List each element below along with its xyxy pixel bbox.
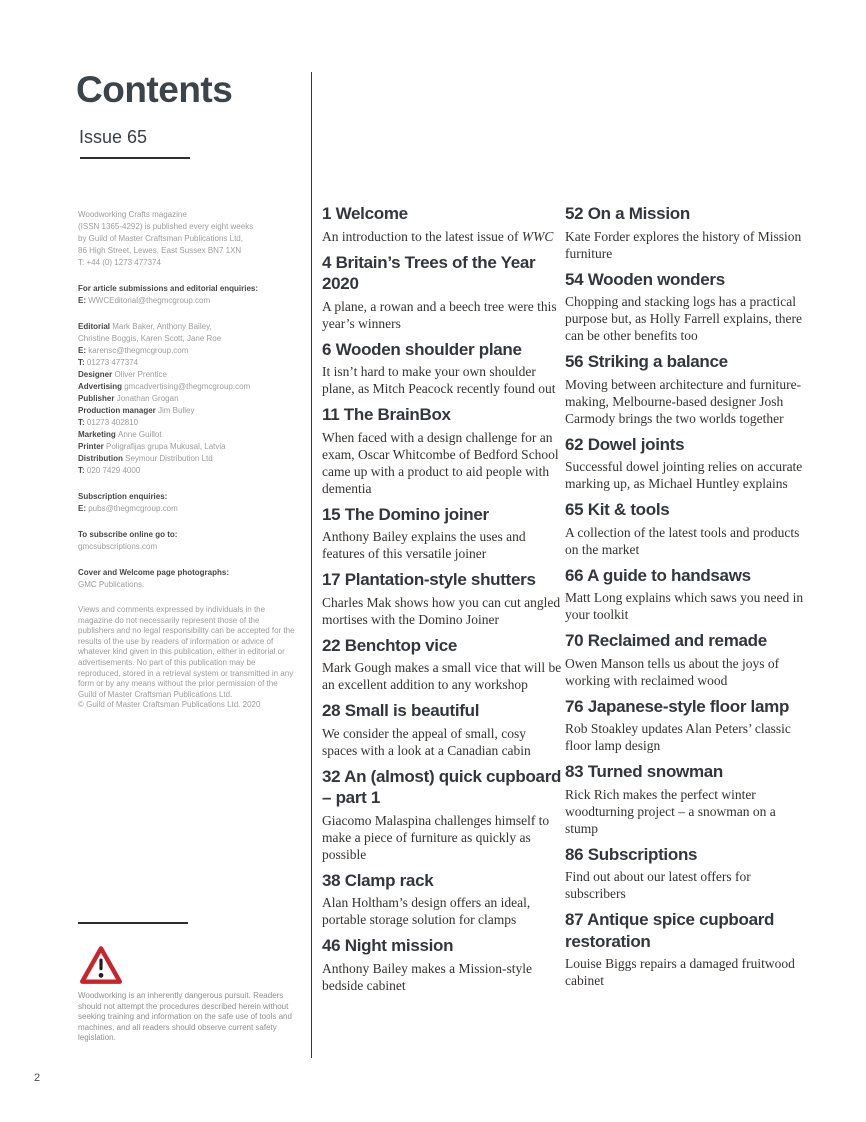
toc-entry [565, 844, 808, 903]
toc-entry-title: 76 Japanese-style floor lamp [565, 696, 790, 716]
masthead-text: 01273 402810 [86, 418, 139, 427]
masthead-text: karensc@thegmcgroup.com [88, 346, 189, 355]
masthead-text: Mark Baker, Anthony Bailey, [112, 322, 212, 331]
toc-entry-title: 11 The BrainBox [322, 405, 451, 424]
masthead-text: Seymour Distribution Ltd [125, 454, 213, 463]
toc-entry-description: Rob Stoakley updates Alan Peters’ classic floor lamp design [565, 721, 791, 753]
masthead-label: E: [78, 296, 89, 305]
toc-entry-description: Owen Manson tells us about the joys of working with reclaimed wood [565, 655, 780, 688]
toc-entry [565, 351, 808, 427]
toc-entry [565, 499, 808, 558]
toc-entry-title: 54 Wooden wonders [565, 269, 725, 289]
toc-entry-title: 62 Dowel joints [565, 434, 685, 454]
masthead-text: Poligrafijas grupa Mukusal, Latvia [106, 442, 226, 451]
masthead-line [78, 233, 296, 245]
toc-entry [565, 203, 808, 262]
masthead-line [78, 541, 296, 553]
toc-entry [322, 635, 562, 694]
masthead-text: 01273 477374 [86, 358, 139, 367]
toc-entry-title: 46 Night mission [322, 936, 454, 955]
masthead-text: Jonathan Grogan [116, 394, 179, 403]
toc-entry [565, 434, 808, 493]
masthead-text: Woodworking Crafts magazine [78, 210, 187, 219]
toc-entry [322, 700, 562, 759]
masthead-line [78, 417, 296, 429]
masthead-text: GMC Publications. [78, 580, 145, 589]
masthead-label: E: [78, 504, 89, 513]
toc-entry [322, 504, 562, 563]
toc-entry [322, 935, 562, 994]
toc-entry-description: Louise Biggs repairs a damaged fruitwood cabinet [565, 956, 795, 988]
toc-entry-description: Find out about our latest offers for subscribers [565, 869, 751, 901]
toc-entry-title: 28 Small is beautiful [322, 701, 480, 720]
masthead-block [78, 567, 296, 591]
toc-entry-title: 56 Striking a balance [565, 352, 728, 371]
toc-entry-title: 66 A guide to handsaws [565, 565, 751, 585]
toc-entry-description: Moving between architecture and furniture-making, Melbourne-based designer Josh Carmody brings the two worlds together [565, 376, 802, 426]
toc-entry-title: 38 Clamp rack [322, 870, 434, 890]
toc-entry-title: 22 Benchtop vice [322, 635, 458, 655]
masthead-line [78, 257, 296, 269]
masthead-block [78, 209, 296, 269]
toc-entry [322, 870, 562, 929]
safety-notice: Woodworking is an inherently dangerous pursuit. Readers should not attempt the procedures described herein without seeking training and information on the safe use of tools and machines, and all readers should observe current safety legislation. [78, 991, 292, 1043]
toc-entry-title: 15 The Domino joiner [322, 504, 489, 524]
masthead-line [78, 221, 296, 233]
toc-entry [565, 909, 808, 989]
warning-triangle-icon [80, 945, 122, 985]
masthead-line [78, 605, 296, 700]
toc-entry [322, 569, 562, 628]
masthead-line [78, 491, 296, 503]
toc-entry-title: 87 Antique spice cupboard restoration [565, 910, 775, 951]
toc-entry-description: Alan Holtham’s design offers an ideal, portable storage solution for clamps [322, 895, 531, 927]
masthead-block [78, 283, 296, 307]
toc-entry-description: We consider the appeal of small, cosy spaces with a look at a Canadian cabin [322, 725, 531, 758]
masthead-text: by Guild of Master Craftsman Publications Ltd, [78, 234, 243, 243]
toc-entry [565, 696, 808, 755]
masthead-text: (ISSN 1365-4292) is published every eight weeks [78, 222, 254, 231]
masthead-line [78, 567, 296, 579]
toc-entry-title: 86 Subscriptions [565, 844, 698, 864]
toc-entry-title: 65 Kit & tools [565, 500, 670, 519]
masthead-line [78, 369, 296, 381]
masthead-block [78, 529, 296, 553]
toc-entry-description-emphasis: WWC [521, 228, 554, 244]
toc-column-left [322, 203, 562, 1001]
issue-label: Issue 65 [79, 127, 148, 147]
toc-entry-title: 1 Welcome [322, 204, 408, 223]
toc-entry-title: 17 Plantation-style shutters [322, 570, 536, 589]
toc-entry-description: Anthony Bailey makes a Mission-style bedside cabinet [322, 960, 532, 993]
masthead-line [78, 393, 296, 405]
page-title: Contents [76, 69, 233, 110]
page-number: 2 [34, 1072, 41, 1084]
masthead-label: E: [78, 346, 89, 355]
masthead-text: pubs@thegmcgroup.com [88, 504, 178, 513]
toc-entry-description: Charles Mak shows how you can cut angled mortises with the Domino Joiner [322, 594, 561, 627]
masthead-line [78, 321, 296, 333]
toc-entry-description: Chopping and stacking logs has a practical purpose but, as Holly Farrell explains, there can be other benefits too [565, 294, 802, 343]
masthead-line [78, 579, 296, 591]
masthead-line [78, 245, 296, 257]
masthead-text: Jim Bulley [158, 406, 195, 415]
toc-entry-title: 83 Turned snowman [565, 762, 724, 781]
masthead-text: Anne Guillot [118, 430, 162, 439]
toc-entry-title: 4 Britain’s Trees of the Year 2020 [322, 252, 536, 293]
masthead-block [78, 491, 296, 515]
toc-entry-description: Anthony Bailey explains the uses and features of this versatile joiner [322, 529, 526, 561]
masthead-line [78, 295, 296, 307]
toc-entry [322, 203, 562, 245]
masthead-line [78, 283, 296, 295]
toc-entry [565, 761, 808, 837]
masthead-label: T: [78, 466, 87, 475]
masthead-line [78, 357, 296, 369]
toc-entry-title: 32 An (almost) quick cupboard – part 1 [322, 766, 562, 807]
toc-entry [565, 565, 808, 624]
toc-entry-description: Kate Forder explores the history of Mission furniture [565, 228, 802, 261]
masthead-text: Christine Boggis, Karen Scott, Jane Roe [78, 334, 222, 343]
toc-entry-description: An introduction to the latest issue of WWC [322, 228, 554, 244]
toc-entry-title: 70 Reclaimed and remade [565, 631, 767, 650]
masthead-line [78, 209, 296, 221]
column-divider [311, 72, 312, 1058]
masthead-label: Subscription enquiries: [78, 492, 168, 501]
masthead-label: Advertising [78, 382, 125, 391]
masthead-label: For article submissions and editorial enquiries: [78, 284, 259, 293]
masthead-label: T: [78, 358, 87, 367]
toc-entry [322, 252, 562, 332]
issue-underline [80, 157, 190, 159]
masthead-label: Distribution [78, 454, 126, 463]
toc-entry [322, 404, 562, 497]
toc-entry-description: When faced with a design challenge for an exam, Oscar Whitcombe of Bedford School came up with a product to aid people with dementia [322, 429, 559, 496]
toc-entry-description: It isn’t hard to make your own shoulder plane, as Mitch Peacock recently found out [322, 364, 556, 396]
masthead-label: To subscribe online go to: [78, 530, 178, 539]
masthead-line [78, 441, 296, 453]
toc-entry-title: 52 On a Mission [565, 204, 690, 223]
toc-entry-description: Successful dowel jointing relies on accurate marking up, as Michael Huntley explains [565, 459, 803, 491]
masthead-line [78, 429, 296, 441]
toc-entry-description: Rick Rich makes the perfect winter woodturning project – a snowman on a stump [565, 786, 776, 836]
masthead-text: gmcsubscriptions.com [78, 542, 158, 551]
masthead-block [78, 321, 296, 477]
safety-divider [78, 922, 188, 924]
masthead-legal-block [78, 605, 296, 711]
masthead-line [78, 503, 296, 515]
toc-entry-description: A plane, a rowan and a beech tree were this year’s winners [322, 298, 557, 331]
masthead-label: Designer [78, 370, 115, 379]
masthead-line [78, 381, 296, 393]
masthead-text: T: +44 (0) 1273 477374 [78, 258, 161, 267]
masthead-label: Publisher [78, 394, 117, 403]
toc-entry-description: A collection of the latest tools and products on the market [565, 524, 800, 557]
masthead-label: Printer [78, 442, 107, 451]
toc-entry-description: Mark Gough makes a small vice that will be an excellent addition to any workshop [322, 660, 562, 692]
masthead-text: gmcadvertising@thegmcgroup.com [124, 382, 251, 391]
masthead-line [78, 345, 296, 357]
toc-column-right [565, 203, 808, 996]
masthead-line [78, 405, 296, 417]
masthead-line [78, 333, 296, 345]
masthead-sidebar [78, 209, 296, 725]
masthead-label: T: [78, 418, 87, 427]
masthead-label: Production manager [78, 406, 159, 415]
masthead-text: 020 7429 4000 [86, 466, 141, 475]
masthead-label: Editorial [78, 322, 113, 331]
masthead-text: 86 High Street, Lewes, East Sussex BN7 1XN [78, 246, 242, 255]
masthead-text: WWCEditorial@thegmcgroup.com [88, 296, 211, 305]
masthead-line [78, 529, 296, 541]
masthead-label: Cover and Welcome page photographs: [78, 568, 229, 577]
toc-entry [322, 766, 562, 863]
masthead-line [78, 453, 296, 465]
toc-entry-title: 6 Wooden shoulder plane [322, 339, 522, 359]
toc-entry [565, 269, 808, 345]
toc-entry [565, 630, 808, 689]
masthead-text: © Guild of Master Craftsman Publications Ltd. 2020 [78, 700, 261, 710]
masthead-text: Views and comments expressed by individuals in the magazine do not necessarily represent those of the publishers and no legal responsibility can be accepted for the results of the use by readers of information or advice of whatever kind given in this publication, either in editorial or advertisements. No part of this publication may be reproduced, stored in a retrieval system or transmitted in any form or by any means without the prior permission of the Guild of Master Craftsman Publications Ltd. [78, 605, 295, 699]
toc-entry [322, 339, 562, 398]
masthead-line [78, 465, 296, 477]
toc-entry-description: Matt Long explains which saws you need in your toolkit [565, 590, 804, 622]
toc-entry-description: Giacomo Malaspina challenges himself to make a piece of furniture as quickly as possible [322, 812, 550, 862]
masthead-label: Marketing [78, 430, 119, 439]
masthead-text: Oliver Prentice [114, 370, 167, 379]
masthead-line [78, 700, 296, 711]
